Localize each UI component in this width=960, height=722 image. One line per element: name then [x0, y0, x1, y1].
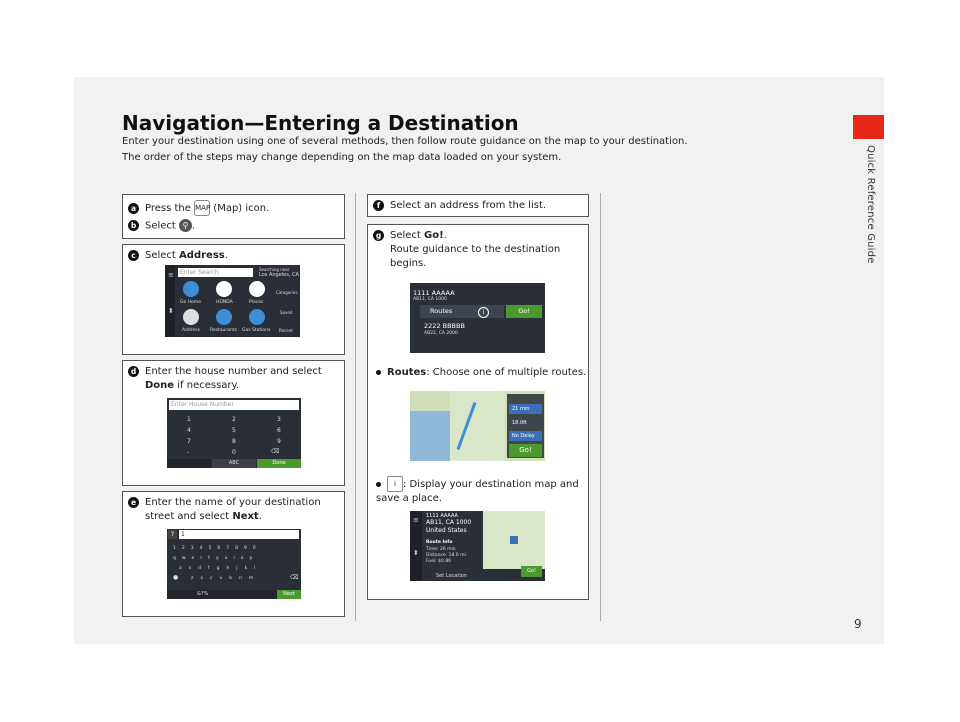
keyrow-3 — [179, 566, 262, 571]
house-number-screen — [167, 398, 301, 468]
key: 5 — [232, 427, 236, 434]
address-1-sub: AB11, CA 1000 — [413, 297, 447, 302]
map-go-button: Go! — [509, 444, 542, 457]
arrow-icon: ⬍ — [413, 549, 419, 557]
step-5-text: Enter the name of your destination — [145, 497, 321, 508]
key: h — [226, 566, 237, 571]
key: 2 — [232, 416, 236, 423]
step-5-bold: Next — [232, 511, 259, 522]
item-label: Go Home — [180, 300, 201, 305]
item-label: Restaurants — [210, 328, 237, 333]
key: l — [254, 566, 263, 571]
column-divider — [355, 193, 356, 621]
key: 1 — [173, 546, 182, 551]
address-2-sub: AB22, CA 2000 — [424, 331, 458, 336]
key: 8 — [232, 438, 236, 445]
step-2-text-post: . — [192, 220, 196, 232]
backspace-icon: ⌫ — [290, 574, 299, 581]
key: q — [173, 556, 182, 561]
keyrow-1 — [173, 546, 262, 551]
item-label: Gas Stations — [242, 328, 271, 333]
info-address: 1111 AAAAA — [426, 513, 458, 519]
info-country: United States — [426, 527, 467, 534]
route-select-screen — [410, 283, 545, 353]
gas-icon — [249, 309, 265, 325]
key: n — [238, 576, 249, 581]
key: 0 — [232, 449, 236, 456]
item-label: Places — [249, 300, 264, 305]
street-screen — [167, 529, 301, 599]
restaurants-icon — [216, 309, 232, 325]
info-icon: i — [478, 307, 489, 318]
step-6-text: Select an address from the list. — [390, 200, 547, 211]
intro-line-1: Enter your destination using one of several methods, then follow route guidance on the map to your destination. — [122, 136, 688, 147]
key: r — [200, 556, 209, 561]
key: e — [191, 556, 201, 561]
step-box-5 — [122, 491, 345, 617]
step-3-bold: Address — [179, 250, 225, 261]
destination-flag-icon — [510, 536, 518, 544]
routes-button: Routes — [420, 305, 504, 318]
ocean-area — [410, 411, 450, 461]
location-pin-icon: ● — [173, 574, 179, 581]
route-time: Time: 26 min — [426, 547, 456, 552]
step-7-line-2: Route guidance to the destination — [390, 244, 561, 255]
key-blank — [167, 459, 211, 468]
key: 7 — [226, 546, 236, 551]
step-number: d — [128, 366, 139, 377]
info-icon: i — [387, 476, 403, 492]
intro-line-2: The order of the steps may change depending on the map data loaded on your system. — [122, 152, 562, 163]
key: p — [249, 556, 259, 561]
abc-key: ABC — [212, 459, 256, 468]
bullet — [376, 482, 381, 487]
menu-icon: ≡ — [413, 516, 419, 524]
key: o — [240, 556, 250, 561]
address-1: 1111 AAAAA — [413, 289, 455, 297]
honda-icon — [216, 281, 232, 297]
step-number: b — [128, 220, 139, 231]
map-icon: MAP — [194, 200, 210, 216]
street-input: 1 — [179, 530, 299, 539]
key: 1 — [187, 416, 191, 423]
key: m — [248, 576, 261, 581]
routes-text: : Choose one of multiple routes. — [426, 367, 587, 378]
step-7-bold: Go! — [424, 230, 444, 241]
key: 8 — [235, 546, 244, 551]
page-number: 9 — [854, 617, 862, 631]
step-number: a — [128, 203, 139, 214]
step-3-text: Select — [145, 250, 176, 261]
backspace-icon: ⌫ — [271, 448, 280, 455]
key: j — [236, 566, 245, 571]
address-icon — [183, 309, 199, 325]
search-icon: ⚲ — [179, 219, 192, 232]
step-box-6 — [367, 194, 589, 217]
page-title: Navigation—Entering a Destination — [122, 111, 519, 135]
key: - — [187, 449, 190, 456]
keyrow-4 — [191, 576, 260, 581]
chapter-tab — [853, 115, 884, 139]
step-box-4 — [122, 360, 345, 486]
key: v — [219, 576, 230, 581]
route-option-2: 18.0ft — [509, 418, 542, 428]
route-option-1: 21 min — [509, 404, 542, 414]
step-4-text-post: if necessary. — [177, 380, 240, 391]
step-4 — [128, 365, 322, 393]
step-1-text-post: (Map) icon. — [213, 203, 270, 214]
item-label: HONDA — [216, 300, 233, 305]
land-area — [450, 391, 505, 461]
key: w — [181, 556, 192, 561]
location: Los Angeles, CA — [259, 272, 299, 278]
step-number: g — [373, 230, 384, 241]
step-number: e — [128, 497, 139, 508]
key: d — [198, 566, 208, 571]
key: 3 — [190, 546, 200, 551]
menu-icon: ≡ — [168, 271, 174, 279]
step-number: f — [373, 200, 384, 211]
step-4-bold: Done — [145, 380, 175, 391]
key: k — [244, 566, 255, 571]
step-5-text-post: . — [258, 511, 262, 522]
routes-bold: Routes — [387, 367, 427, 378]
mode-key: &?% — [197, 591, 209, 597]
places-icon — [249, 281, 265, 297]
key: 5 — [208, 546, 218, 551]
key: 9 — [277, 438, 281, 445]
key: s — [188, 566, 199, 571]
search-screen — [165, 265, 300, 337]
step-7-text-post: . — [443, 230, 447, 241]
key: c — [209, 576, 220, 581]
key: 6 — [277, 427, 281, 434]
destination-info-screen — [410, 511, 545, 581]
key: 0 — [252, 546, 262, 551]
key: 4 — [199, 546, 209, 551]
routes-bullet — [376, 366, 586, 380]
key: 7 — [187, 438, 191, 445]
step-3-text-post: . — [224, 250, 228, 261]
step-6 — [373, 199, 546, 213]
key: 2 — [181, 546, 191, 551]
route-map-screen — [410, 391, 545, 461]
side-item: Saved — [280, 310, 293, 315]
bullet — [376, 370, 381, 375]
step-3 — [128, 249, 228, 263]
set-location-button: Set Location — [436, 573, 467, 579]
step-2 — [128, 219, 195, 234]
side-label: Quick Reference Guide — [865, 145, 876, 264]
key: b — [229, 576, 239, 581]
info-bullet — [376, 476, 579, 506]
info-city: AB11, CA 1000 — [426, 519, 472, 526]
step-5-text-2: street and select — [145, 511, 230, 522]
key: 3 — [277, 416, 281, 423]
key: g — [216, 566, 227, 571]
searching-near: Searching near — [259, 267, 290, 272]
column-divider-right — [600, 193, 601, 621]
step-7 — [373, 229, 560, 271]
house-number-input: Enter House Number — [169, 400, 299, 410]
step-7-line-3: begins. — [390, 258, 427, 269]
item-label: Address — [182, 328, 200, 333]
help-icon: ? — [168, 530, 177, 539]
step-1-text: Press the — [145, 203, 191, 214]
arrow-icon: ⬍ — [168, 307, 174, 315]
step-box-3 — [122, 244, 345, 355]
step-box-7 — [367, 224, 589, 600]
keyrow-2 — [173, 556, 258, 561]
key: x — [200, 576, 210, 581]
route-fuel: Fuel: $0.86 — [426, 559, 452, 564]
key: z — [191, 576, 201, 581]
side-item: Categories — [276, 290, 298, 295]
home-icon — [183, 281, 199, 297]
address-2: 2222 BBBBB — [424, 322, 465, 330]
step-2-text: Select — [145, 220, 176, 232]
key: a — [179, 566, 189, 571]
key: f — [207, 566, 217, 571]
key: t — [208, 556, 216, 561]
info-go-button: Go! — [521, 566, 542, 577]
step-5 — [128, 496, 321, 524]
key: u — [224, 556, 234, 561]
route-option-3: No Delay — [509, 431, 542, 441]
step-4-text: Enter the house number and select — [145, 366, 322, 377]
key: i — [233, 556, 241, 561]
key: 9 — [244, 546, 253, 551]
key: 6 — [217, 546, 227, 551]
step-1 — [128, 200, 269, 216]
key: 4 — [187, 427, 191, 434]
next-key: Next — [277, 590, 301, 599]
done-key: Done — [257, 459, 301, 468]
info-text-2: save a place. — [376, 493, 442, 504]
step-7-text: Select — [390, 230, 421, 241]
go-button: Go! — [506, 305, 542, 318]
route-distance: Distance: 18.0 mi — [426, 553, 466, 558]
info-text: : Display your destination map and — [403, 479, 579, 490]
step-box-1-2 — [122, 194, 345, 239]
step-number: c — [128, 250, 139, 261]
key: y — [215, 556, 225, 561]
route-info-label: Route Info — [426, 540, 453, 545]
search-input: Enter Search — [178, 268, 253, 277]
side-item: Recent — [279, 328, 293, 333]
